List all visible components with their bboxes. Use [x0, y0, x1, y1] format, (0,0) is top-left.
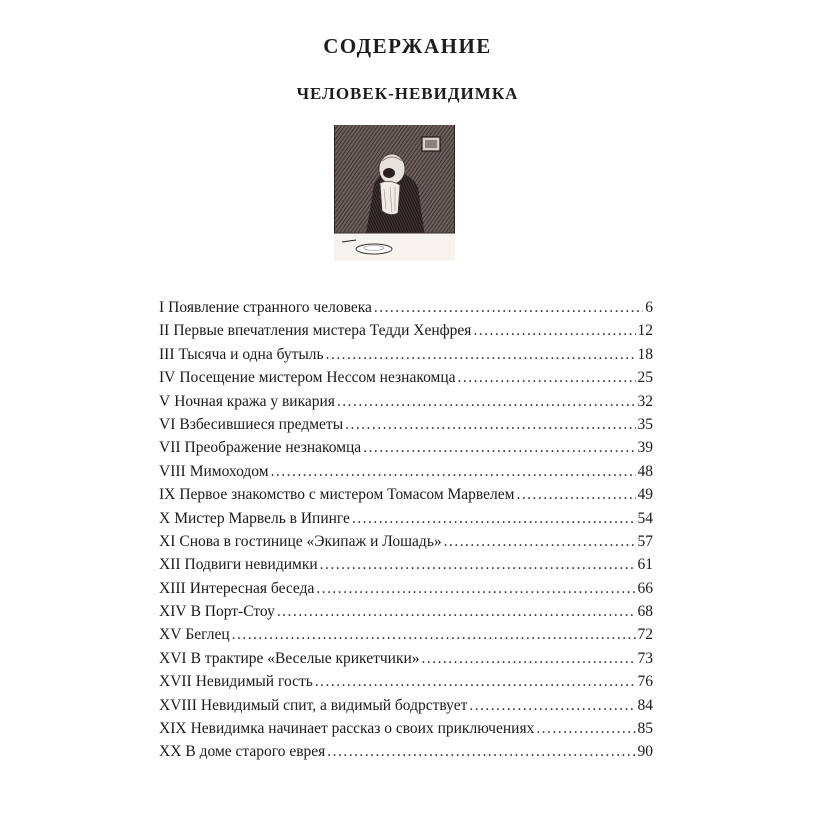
- toc-chapter-title: Подвиги невидимки: [184, 556, 318, 574]
- toc-entry[interactable]: [159, 647, 653, 670]
- toc-page-number: 12: [637, 322, 653, 340]
- toc-entry[interactable]: [159, 319, 653, 342]
- toc-page-number: 39: [637, 439, 653, 457]
- toc-page-number: 18: [637, 345, 653, 363]
- toc-dot-leader: [315, 670, 636, 693]
- toc-page-number: 35: [637, 415, 653, 433]
- toc-page-number: 85: [637, 720, 653, 738]
- toc-dot-leader: [327, 740, 635, 763]
- toc-chapter-title: Невидимка начинает рассказ о своих приключениях: [190, 720, 535, 738]
- toc-chapter-title: Первые впечатления мистера Тедди Хенфрея: [173, 322, 472, 340]
- toc-chapter-title: Беглец: [185, 626, 230, 644]
- toc-entry[interactable]: [159, 623, 653, 646]
- toc-page-number: 25: [637, 369, 653, 387]
- toc-page-number: 66: [637, 579, 653, 597]
- toc-dot-leader: [374, 296, 643, 319]
- toc-dot-leader: [363, 436, 635, 459]
- toc-page-number: 54: [637, 509, 653, 527]
- toc-chapter-title: Невидимый спит, а видимый бодрствует: [200, 696, 468, 714]
- toc-dot-leader: [458, 366, 636, 389]
- toc-dot-leader: [536, 717, 635, 740]
- toc-chapter-title: В доме старого еврея: [185, 743, 326, 761]
- toc-chapter-number: IV: [159, 369, 176, 387]
- toc-entry[interactable]: [159, 530, 653, 553]
- toc-dot-leader: [469, 694, 635, 717]
- toc-chapter-title: Взбесившиеся предметы: [179, 415, 344, 433]
- toc-chapter-title: Посещение мистером Нессом незнакомца: [179, 369, 456, 387]
- toc-entry[interactable]: [159, 460, 653, 483]
- toc-entry[interactable]: [159, 436, 653, 459]
- toc-chapter-number: XIV: [159, 603, 187, 621]
- toc-chapter-number: VI: [159, 415, 176, 433]
- toc-entry[interactable]: [159, 740, 653, 763]
- toc-chapter-number: V: [159, 392, 171, 410]
- toc-dot-leader: [326, 343, 636, 366]
- toc-dot-leader: [337, 390, 636, 413]
- toc-chapter-title: Тысяча и одна бутыль: [178, 345, 324, 363]
- toc-dot-leader: [316, 577, 635, 600]
- toc-entry[interactable]: [159, 717, 653, 740]
- toc-entry[interactable]: [159, 296, 653, 319]
- toc-page-number: 68: [637, 603, 653, 621]
- toc-chapter-title: Снова в гостинице «Экипаж и Лошадь»: [179, 532, 442, 550]
- toc-entry[interactable]: [159, 413, 653, 436]
- engraving-illustration-icon: [334, 125, 455, 261]
- toc-entry[interactable]: [159, 694, 653, 717]
- toc-entry[interactable]: [159, 390, 653, 413]
- table-of-contents: [159, 296, 653, 764]
- toc-page-number: 61: [637, 556, 653, 574]
- toc-dot-leader: [352, 507, 636, 530]
- toc-chapter-number: XV: [159, 626, 182, 644]
- toc-chapter-number: VIII: [159, 462, 186, 480]
- toc-dot-leader: [473, 319, 635, 342]
- toc-chapter-title: Мистер Марвель в Ипинге: [174, 509, 350, 527]
- toc-dot-leader: [444, 530, 636, 553]
- toc-chapter-number: XI: [159, 532, 176, 550]
- toc-dot-leader: [422, 647, 636, 670]
- toc-page-number: 73: [637, 649, 653, 667]
- toc-chapter-number: II: [159, 322, 170, 340]
- toc-entry[interactable]: [159, 670, 653, 693]
- toc-dot-leader: [516, 483, 635, 506]
- toc-dot-leader: [277, 600, 636, 623]
- toc-chapter-number: XX: [159, 743, 182, 761]
- toc-page-number: 6: [645, 299, 653, 316]
- toc-dot-leader: [345, 413, 635, 436]
- toc-dot-leader: [232, 623, 636, 646]
- toc-entry[interactable]: [159, 577, 653, 600]
- toc-chapter-title: Преображение незнакомца: [184, 439, 362, 457]
- toc-page-number: 84: [637, 696, 653, 714]
- page-title: СОДЕРЖАНИЕ: [323, 34, 492, 58]
- toc-entry[interactable]: [159, 483, 653, 506]
- toc-dot-leader: [320, 553, 636, 576]
- toc-chapter-title: Интересная беседа: [189, 579, 315, 597]
- toc-chapter-title: Невидимый гость: [195, 673, 313, 691]
- toc-entry[interactable]: [159, 600, 653, 623]
- toc-chapter-number: XIII: [159, 579, 186, 597]
- toc-chapter-number: X: [159, 509, 171, 527]
- toc-entry[interactable]: [159, 507, 653, 530]
- toc-chapter-number: XVII: [159, 673, 192, 691]
- toc-chapter-number: XVIII: [159, 696, 197, 714]
- toc-chapter-number: VII: [159, 439, 181, 457]
- toc-chapter-number: XIX: [159, 720, 187, 738]
- toc-chapter-number: I: [159, 299, 165, 316]
- section-title: ЧЕЛОВЕК-НЕВИДИМКА: [296, 84, 519, 103]
- toc-dot-leader: [271, 460, 636, 483]
- toc-page-number: 49: [637, 486, 653, 504]
- toc-entry[interactable]: [159, 366, 653, 389]
- toc-chapter-number: III: [159, 345, 175, 363]
- toc-page-number: 76: [637, 673, 653, 691]
- toc-page-number: 48: [637, 462, 653, 480]
- toc-page-number: 32: [637, 392, 653, 410]
- toc-chapter-title: Первое знакомство с мистером Томасом Марвелем: [179, 486, 515, 504]
- toc-chapter-number: XII: [159, 556, 181, 574]
- toc-page-number: 90: [637, 743, 653, 761]
- toc-entry[interactable]: [159, 553, 653, 576]
- toc-page-number: 57: [637, 532, 653, 550]
- toc-page-number: 72: [637, 626, 653, 644]
- toc-chapter-title: Ночная кража у викария: [174, 392, 335, 410]
- toc-chapter-title: Появление странного человека: [168, 299, 372, 316]
- toc-chapter-title: Мимоходом: [189, 462, 269, 480]
- toc-chapter-title: В трактире «Веселые крикетчики»: [190, 649, 420, 667]
- toc-chapter-number: IX: [159, 486, 176, 504]
- toc-entry[interactable]: [159, 343, 653, 366]
- toc-chapter-number: XVI: [159, 649, 187, 667]
- toc-chapter-title: В Порт-Стоу: [190, 603, 275, 621]
